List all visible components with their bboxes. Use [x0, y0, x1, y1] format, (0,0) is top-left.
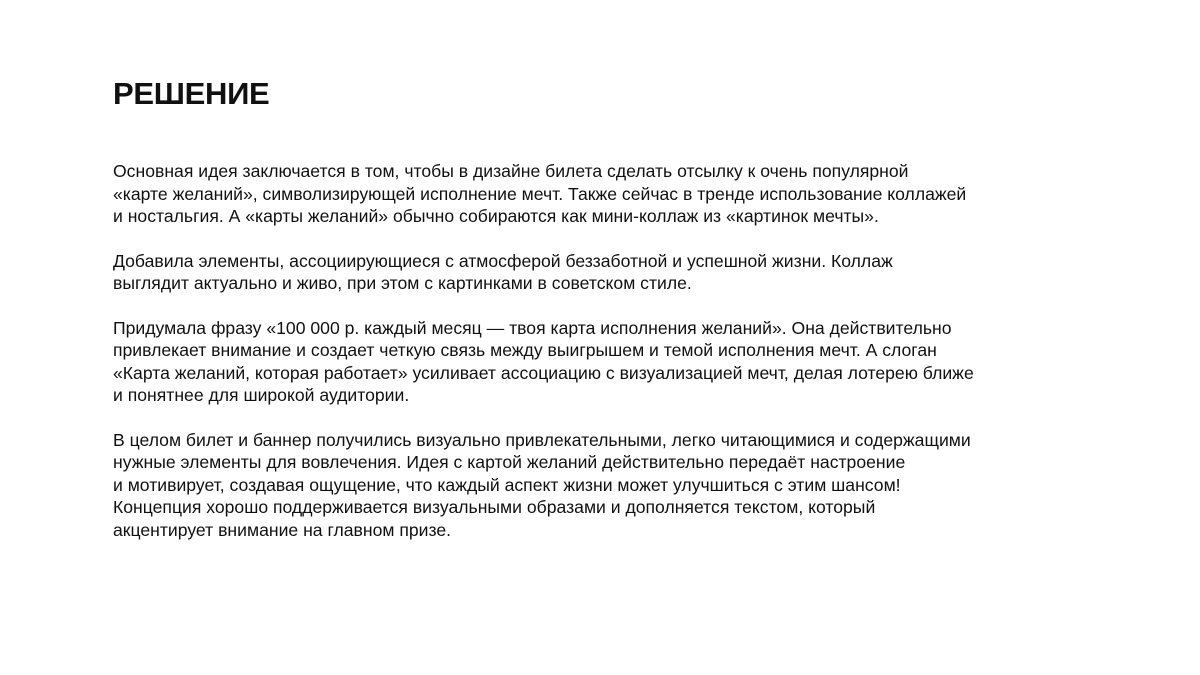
text-body [113, 160, 1093, 541]
paragraph-line: «карте желаний», символизирующей исполнение мечт. Также сейчас в тренде использование коллажей [113, 183, 967, 204]
paragraph-line: Придумала фразу «100 000 р. каждый месяц — твоя карта исполнения желаний». Она действительно [113, 317, 952, 338]
paragraph-idea [113, 160, 1093, 228]
paragraph-line: и мотивирует, создавая ощущение, что каждый аспект жизни может улучшиться с этим шансом! [113, 474, 901, 495]
paragraph-line: В целом билет и баннер получились визуально привлекательными, легко читающимися и содержащими [113, 429, 971, 450]
paragraph-conclusion [113, 429, 1093, 542]
paragraph-slogan [113, 317, 1093, 407]
paragraph-elements [113, 250, 1093, 295]
paragraph-line: нужные элементы для вовлечения. Идея с картой желаний действительно передаёт настроение [113, 452, 906, 472]
paragraph-line: выглядит актуально и живо, при этом с картинками в советском стиле. [113, 273, 692, 293]
paragraph-line: и понятнее для широкой аудитории. [113, 385, 410, 405]
paragraph-line: Концепция хорошо поддерживается визуальными образами и дополняется текстом, который [113, 497, 876, 517]
paragraph-line: акцентирует внимание на главном призе. [113, 519, 452, 540]
paragraph-line: «Карта желаний, которая работает» усиливает ассоциацию с визуализацией мечт, делая лотерею ближе [113, 362, 974, 383]
page-title: РЕШЕНИЕ [113, 76, 270, 111]
paragraph-line: и ностальгия. А «карты желаний» обычно собираются как мини-коллаж из «картинок мечты». [113, 206, 879, 226]
slide-content [113, 76, 1093, 563]
paragraph-line: Добавила элементы, ассоциирующиеся с атмосферой беззаботной и успешной жизни. Коллаж [113, 250, 893, 271]
paragraph-line: привлекает внимание и создает четкую связь между выигрышем и темой исполнения мечт. А слоган [113, 340, 937, 360]
paragraph-line: Основная идея заключается в том, чтобы в дизайне билета сделать отсылку к очень популярной [113, 161, 909, 181]
